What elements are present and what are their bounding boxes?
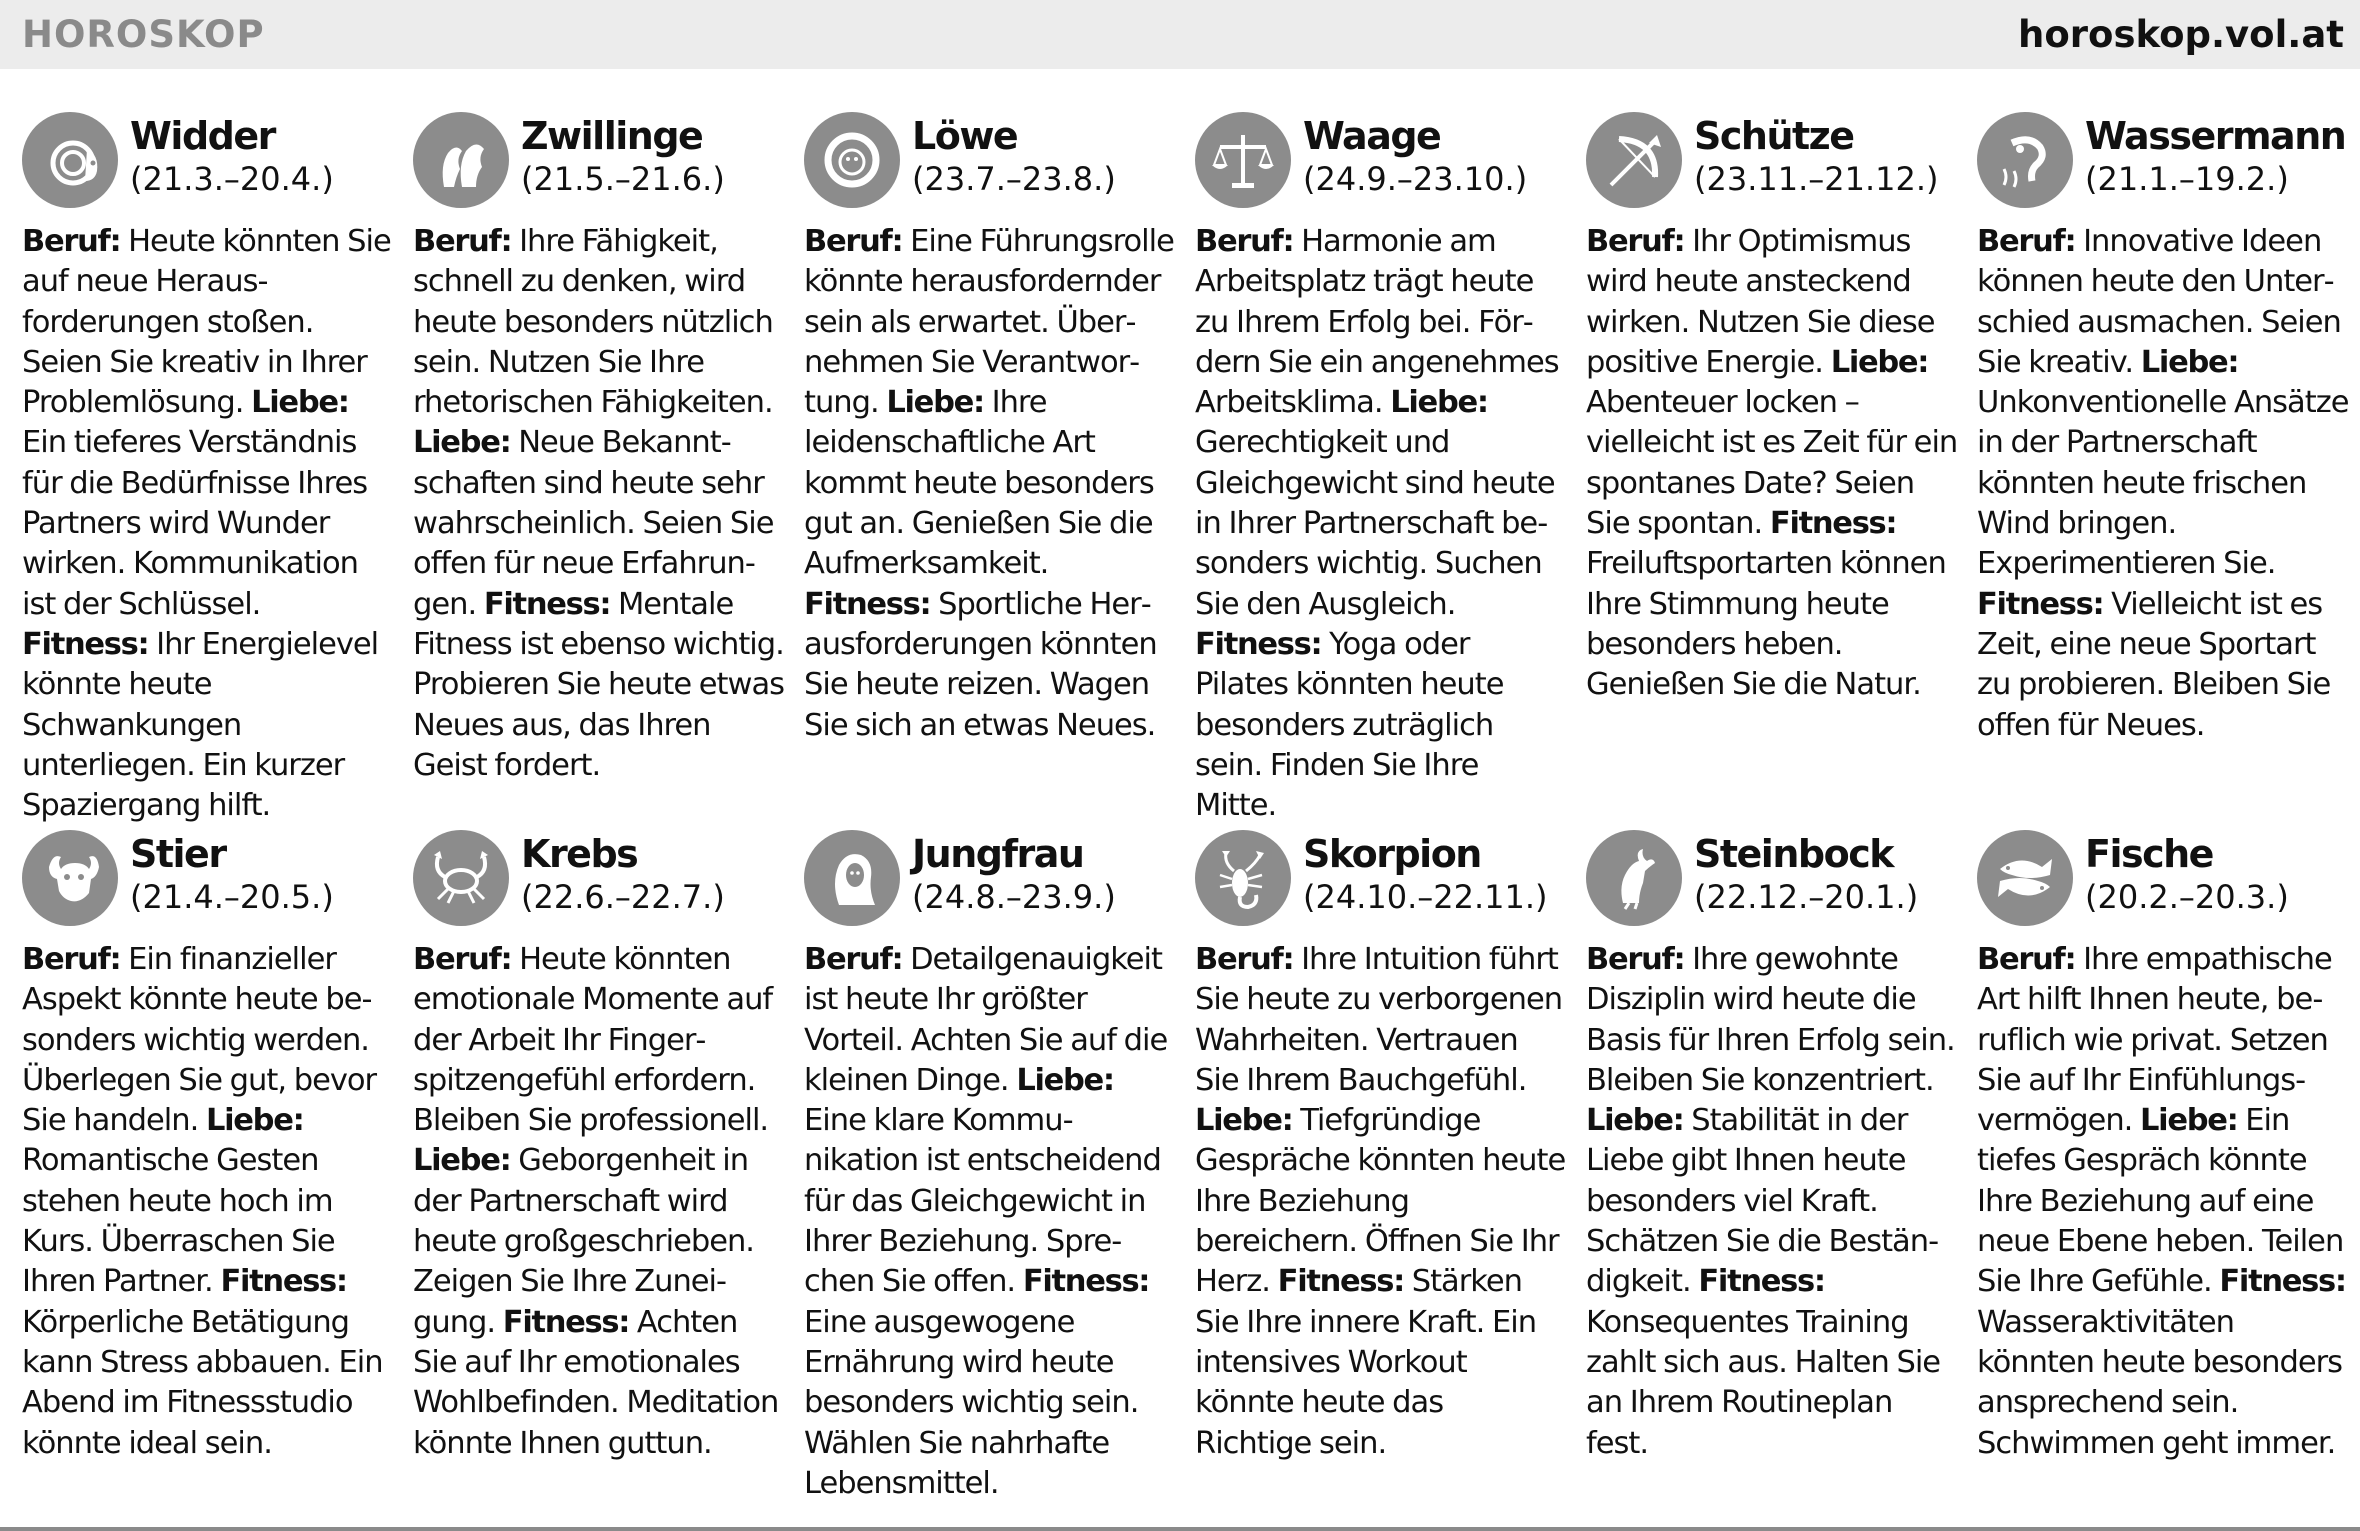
horoscope-text	[22, 940, 394, 1464]
liebe-text: Ihre leidenschaftliche Art kommt heute besonders gut an. Genießen Sie die Aufmerksamkeit.	[804, 385, 1154, 582]
horoscope-card-stier	[22, 830, 394, 1464]
sign-name: Jungfrau	[912, 832, 1084, 876]
horoscope-card-krebs	[413, 830, 785, 1464]
beruf-text: Ein finanzieller Aspekt könnte heute besonders wichtig werden. Überlegen Sie gut, bevor Sie handeln.	[22, 942, 377, 1139]
beruf-text: Ihre Fähigkeit, schnell zu denken, wird heute besonders nützlich sein. Nutzen Sie Ihre rhetorischen Fähigkeiten.	[413, 224, 773, 421]
fitness-text: Körperliche Betätigung kann Stress abbauen. Ein Abend im Fitnessstudio könnte ideal sein.	[22, 1304, 383, 1461]
beruf-label: Beruf:	[804, 224, 903, 259]
liebe-label: Liebe:	[205, 1103, 304, 1139]
horoscope-card-jungfrau	[804, 830, 1176, 1504]
liebe-text: Neue Bekanntschaften sind heute sehr wahrscheinlich. Seien Sie offen für neue Erfahrungen.	[413, 425, 774, 622]
beruf-text: Ihre Intuition führt Sie heute zu verborgenen Wahrheiten. Vertrauen Sie Ihrem Bauchgefühl.	[1195, 942, 1563, 1098]
liebe-text: Stabilität in der Liebe gibt Ihnen heute besonders viel Kraft. Schätzen Sie die Beständigkeit.	[1586, 1103, 1940, 1300]
beruf-label: Beruf:	[22, 224, 121, 259]
sign-header	[1977, 112, 2349, 212]
beruf-text: Harmonie am Arbeitsplatz trägt heute zu Ihrem Erfolg bei. Fördern Sie ein angenehmes Arbeitsklima.	[1195, 224, 1559, 421]
sign-date-range: (21.3.–20.4.)	[130, 160, 334, 198]
sign-date-range: (20.2.–20.3.)	[2085, 878, 2289, 916]
capricorn-goat-icon	[1586, 830, 1682, 926]
taurus-bull-icon	[22, 830, 118, 926]
beruf-label: Beruf:	[1195, 224, 1294, 259]
page-header	[0, 0, 2360, 69]
beruf-text: Ihre empathische Art hilft Ihnen heute, beruflich wie privat. Setzen Sie auf Ihr Einfühlungsvermögen.	[1977, 942, 2332, 1139]
liebe-label: Liebe:	[413, 1143, 511, 1179]
beruf-text: Heute könnten emotionale Momente auf der Arbeit Ihr Fingerspitzengefühl erfordern. Bleiben Sie professionell.	[413, 942, 773, 1139]
liebe-text: Ein tiefes Gespräch könnte Ihre Beziehung auf eine neue Ebene heben. Teilen Sie Ihre Gefühle.	[1977, 1103, 2344, 1300]
fitness-label: Fitness:	[502, 1304, 630, 1340]
sign-name: Skorpion	[1303, 832, 1481, 876]
horoscope-text	[413, 222, 785, 786]
scorpio-scorpion-icon	[1195, 830, 1291, 926]
gemini-twins-icon	[413, 112, 509, 208]
pisces-fish-icon	[1977, 830, 2073, 926]
sign-name: Fische	[2085, 832, 2213, 876]
sign-header	[804, 830, 1176, 930]
horoscope-card-waage	[1195, 112, 1567, 826]
beruf-text: Detailgenauigkeit ist heute Ihr größter Vorteil. Achten Sie auf die kleinen Dinge.	[804, 942, 1168, 1098]
fitness-label: Fitness:	[804, 586, 931, 622]
horoscope-text	[1586, 222, 1958, 706]
fitness-label: Fitness:	[1698, 1264, 1825, 1300]
liebe-text: Eine klare Kommunikation ist entscheidend für das Gleichgewicht in Ihrer Beziehung. Sprechen Sie offen.	[804, 1103, 1161, 1300]
sign-header	[1586, 830, 1958, 930]
sign-name: Stier	[130, 832, 226, 876]
sign-date-range: (23.7.–23.8.)	[912, 160, 1116, 198]
liebe-label: Liebe:	[1586, 1103, 1684, 1139]
beruf-text: Ihre gewohnte Disziplin wird heute die Basis für Ihren Erfolg sein. Bleiben Sie konzentriert.	[1586, 942, 1955, 1098]
horoscope-text	[413, 940, 785, 1464]
sign-name: Löwe	[912, 114, 1018, 158]
liebe-label: Liebe:	[1016, 1062, 1114, 1098]
fitness-text: Ihr Energielevel könnte heute Schwankungen unterliegen. Ein kurzer Spaziergang hilft.	[22, 626, 379, 824]
sagittarius-bow-icon	[1586, 112, 1682, 208]
liebe-label: Liebe:	[2140, 1103, 2238, 1139]
virgo-maiden-icon	[804, 830, 900, 926]
sign-header	[22, 112, 394, 212]
sign-name: Steinbock	[1694, 832, 1893, 876]
horoscope-text	[22, 222, 394, 826]
liebe-text: Geborgenheit in der Partnerschaft wird heute großgeschrieben. Zeigen Sie Ihre Zuneigung.	[413, 1143, 754, 1340]
sign-date-range: (23.11.–21.12.)	[1694, 160, 1939, 198]
fitness-text: Achten Sie auf Ihr emotionales Wohlbefinden. Meditation könnte Ihnen guttun.	[413, 1304, 779, 1461]
horoscope-text	[1977, 222, 2349, 746]
horoscope-card-fische	[1977, 830, 2349, 1464]
horoscope-text	[1586, 940, 1958, 1464]
fitness-text: Yoga oder Pilates könnten heute besonders zuträglich sein. Finden Sie Ihre Mitte.	[1195, 626, 1504, 824]
fitness-text: Eine ausgewogene Ernährung wird heute besonders wichtig sein. Wählen Sie nahrhafte Lebensmittel.	[804, 1304, 1139, 1501]
beruf-label: Beruf:	[1586, 942, 1685, 977]
liebe-label: Liebe:	[251, 385, 349, 421]
sign-name: Widder	[130, 114, 275, 158]
liebe-label: Liebe:	[2140, 344, 2239, 380]
sign-header	[1977, 830, 2349, 930]
liebe-text: Gerechtigkeit und Gleichgewicht sind heute in Ihrer Partnerschaft besonders wichtig. Suchen Sie den Ausgleich.	[1195, 425, 1555, 622]
sign-date-range: (21.4.–20.5.)	[130, 878, 334, 916]
beruf-label: Beruf:	[1195, 942, 1294, 977]
leo-lion-icon	[804, 112, 900, 208]
beruf-text: Eine Führungsrolle könnte herausfordernder sein als erwartet. Übernehmen Sie Verantwortung.	[804, 224, 1174, 421]
liebe-text: Unkonventionelle Ansätze in der Partnerschaft könnten heute frischen Wind bringen. Experimentieren Sie.	[1977, 385, 2349, 582]
liebe-label: Liebe:	[413, 425, 511, 461]
liebe-label: Liebe:	[886, 385, 984, 421]
liebe-label: Liebe:	[1195, 1103, 1293, 1139]
sign-header	[804, 112, 1176, 212]
sign-header	[1195, 112, 1567, 212]
beruf-label: Beruf:	[1586, 224, 1685, 259]
sign-header	[1586, 112, 1958, 212]
fitness-label: Fitness:	[1977, 586, 2104, 622]
aquarius-water-bearer-icon	[1977, 112, 2073, 208]
fitness-label: Fitness:	[2219, 1264, 2346, 1300]
fitness-text: Freiluftsportarten können Ihre Stimmung heute besonders heben. Genießen Sie die Natur.	[1586, 546, 1946, 703]
liebe-label: Liebe:	[1830, 344, 1929, 380]
liebe-text: Romantische Gesten stehen heute hoch im Kurs. Überraschen Sie Ihren Partner.	[22, 1143, 335, 1300]
sign-name: Schütze	[1694, 114, 1854, 158]
fitness-text: Stärken Sie Ihre innere Kraft. Ein intensives Workout könnte heute das Richtige sein.	[1195, 1264, 1537, 1461]
sign-header	[413, 830, 785, 930]
aries-ram-icon	[22, 112, 118, 208]
fitness-label: Fitness:	[1195, 626, 1322, 662]
fitness-label: Fitness:	[1022, 1264, 1150, 1300]
horoscope-card-steinbock	[1586, 830, 1958, 1464]
fitness-label: Fitness:	[22, 626, 149, 662]
libra-scales-icon	[1195, 112, 1291, 208]
sign-date-range: (22.12.–20.1.)	[1694, 878, 1919, 916]
beruf-label: Beruf:	[1977, 942, 2076, 977]
beruf-label: Beruf:	[804, 942, 903, 977]
beruf-text: Innovative Ideen können heute den Unterschied ausmachen. Seien Sie kreativ.	[1977, 224, 2341, 380]
site-url[interactable]: horoskop.vol.at	[2018, 13, 2344, 56]
cancer-crab-icon	[413, 830, 509, 926]
horoscope-text	[1977, 940, 2349, 1464]
sign-date-range: (24.8.–23.9.)	[912, 878, 1116, 916]
sign-name: Waage	[1303, 114, 1441, 158]
fitness-label: Fitness:	[220, 1264, 347, 1300]
fitness-label: Fitness:	[1769, 506, 1897, 542]
beruf-label: Beruf:	[1977, 224, 2076, 259]
sign-name: Krebs	[521, 832, 638, 876]
horoscope-card-wassermann	[1977, 112, 2349, 746]
horoscope-card-zwillinge	[413, 112, 785, 786]
sign-date-range: (22.6.–22.7.)	[521, 878, 725, 916]
fitness-text: Vielleicht ist es Zeit, eine neue Sportart zu probieren. Bleiben Sie offen für Neues.	[1977, 586, 2331, 743]
sign-date-range: (24.10.–22.11.)	[1303, 878, 1548, 916]
bottom-divider	[0, 1527, 2360, 1531]
beruf-text: Heute könnten Sie auf neue Herausforderungen stoßen. Seien Sie kreativ in Ihrer Problemlösung.	[22, 224, 391, 421]
fitness-text: Konsequentes Training zahlt sich aus. Halten Sie an Ihrem Routineplan fest.	[1586, 1304, 1941, 1461]
horoscope-text	[1195, 222, 1567, 826]
liebe-text: Abenteuer locken – vielleicht ist es Zeit für ein spontanes Date? Seien Sie spontan.	[1586, 385, 1958, 542]
beruf-text: Ihr Optimismus wird heute ansteckend wirken. Nutzen Sie diese positive Energie.	[1586, 224, 1935, 380]
horoscope-card-widder	[22, 112, 394, 826]
horoscope-text	[1195, 940, 1567, 1464]
horoscope-card-skorpion	[1195, 830, 1567, 1464]
sign-header	[1195, 830, 1567, 930]
beruf-label: Beruf:	[413, 942, 512, 977]
sign-name: Zwillinge	[521, 114, 703, 158]
sign-date-range: (21.1.–19.2.)	[2085, 160, 2289, 198]
fitness-text: Mentale Fitness ist ebenso wichtig. Probieren Sie heute etwas Neues aus, das Ihren Geist fordert.	[413, 586, 785, 783]
fitness-text: Sportliche Herausforderungen könnten Sie heute reizen. Wagen Sie sich an etwas Neues.	[804, 586, 1157, 743]
horoscope-text	[804, 940, 1176, 1504]
fitness-label: Fitness:	[483, 586, 611, 622]
sign-header	[22, 830, 394, 930]
fitness-text: Wasseraktivitäten könnten heute besonders ansprechend sein. Schwimmen geht immer.	[1977, 1304, 2343, 1461]
horoscope-card-schutze	[1586, 112, 1958, 706]
fitness-label: Fitness:	[1277, 1264, 1405, 1300]
sign-date-range: (21.5.–21.6.)	[521, 160, 725, 198]
sign-date-range: (24.9.–23.10.)	[1303, 160, 1528, 198]
liebe-label: Liebe:	[1390, 385, 1488, 421]
beruf-label: Beruf:	[413, 224, 512, 259]
sign-name: Wassermann	[2085, 114, 2346, 158]
liebe-text: Tiefgründige Gespräche könnten heute Ihre Beziehung bereichern. Öffnen Sie Ihr Herz.	[1195, 1103, 1566, 1300]
horoscope-text	[804, 222, 1176, 746]
liebe-text: Ein tieferes Verständnis für die Bedürfnisse Ihres Partners wird Wunder wirken. Kommunikation ist der Schlüssel.	[22, 425, 368, 622]
sign-header	[413, 112, 785, 212]
section-title: HOROSKOP	[22, 13, 265, 56]
horoscope-card-lowe	[804, 112, 1176, 746]
beruf-label: Beruf:	[22, 942, 121, 977]
